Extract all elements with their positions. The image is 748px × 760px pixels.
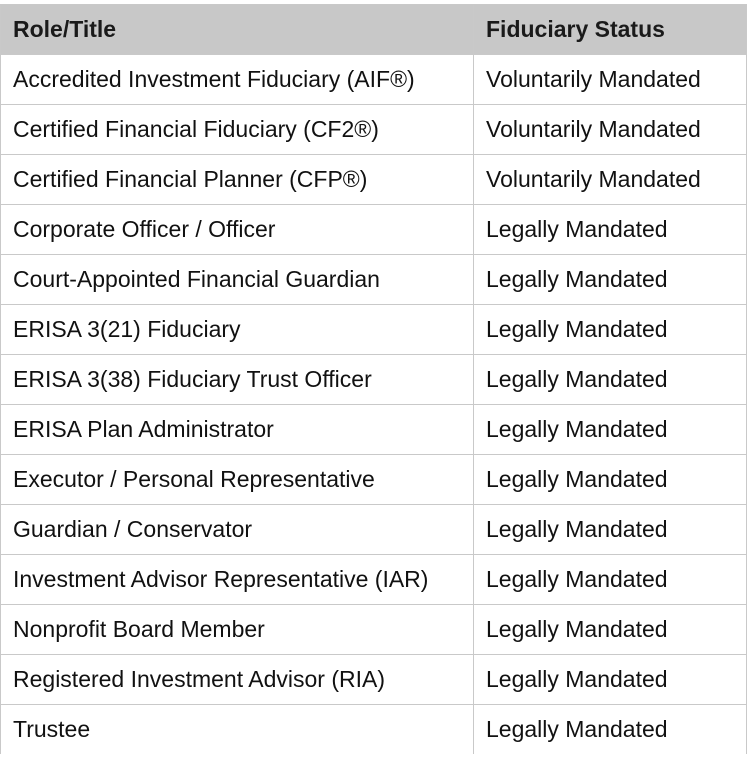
table-row [1,255,747,305]
cell-fiduciary-status: Legally Mandated [474,255,747,305]
cell-role-title: Certified Financial Fiduciary (CF2®) [1,105,474,155]
table-header [1,5,747,55]
cell-role-title: Executor / Personal Representative [1,455,474,505]
header-fiduciary-status: Fiduciary Status [474,5,747,55]
cell-role-title: Guardian / Conservator [1,505,474,555]
table-row [1,305,747,355]
cell-fiduciary-status: Legally Mandated [474,405,747,455]
table-row [1,505,747,555]
table-row [1,155,747,205]
cell-role-title: Certified Financial Planner (CFP®) [1,155,474,205]
cell-role-title: Trustee [1,705,474,755]
cell-fiduciary-status: Legally Mandated [474,655,747,705]
cell-role-title: Nonprofit Board Member [1,605,474,655]
cell-fiduciary-status: Legally Mandated [474,505,747,555]
table-row [1,555,747,605]
cell-fiduciary-status: Legally Mandated [474,555,747,605]
cell-fiduciary-status: Voluntarily Mandated [474,155,747,205]
table-row [1,455,747,505]
cell-fiduciary-status: Legally Mandated [474,605,747,655]
cell-fiduciary-status: Legally Mandated [474,355,747,405]
cell-role-title: Investment Advisor Representative (IAR) [1,555,474,605]
table-row [1,405,747,455]
cell-fiduciary-status: Voluntarily Mandated [474,55,747,105]
header-role-title: Role/Title [1,5,474,55]
cell-role-title: ERISA Plan Administrator [1,405,474,455]
cell-role-title: Corporate Officer / Officer [1,205,474,255]
table-body [1,55,747,755]
cell-role-title: Registered Investment Advisor (RIA) [1,655,474,705]
cell-fiduciary-status: Legally Mandated [474,455,747,505]
table-row [1,355,747,405]
cell-role-title: Accredited Investment Fiduciary (AIF®) [1,55,474,105]
cell-role-title: ERISA 3(38) Fiduciary Trust Officer [1,355,474,405]
header-row [1,5,747,55]
cell-fiduciary-status: Legally Mandated [474,705,747,755]
cell-role-title: Court-Appointed Financial Guardian [1,255,474,305]
cell-role-title: ERISA 3(21) Fiduciary [1,305,474,355]
fiduciary-status-table [0,4,747,754]
cell-fiduciary-status: Voluntarily Mandated [474,105,747,155]
cell-fiduciary-status: Legally Mandated [474,205,747,255]
table-row [1,55,747,105]
table-row [1,655,747,705]
cell-fiduciary-status: Legally Mandated [474,305,747,355]
table-row [1,705,747,755]
table-row [1,205,747,255]
table-row [1,605,747,655]
table-row [1,105,747,155]
